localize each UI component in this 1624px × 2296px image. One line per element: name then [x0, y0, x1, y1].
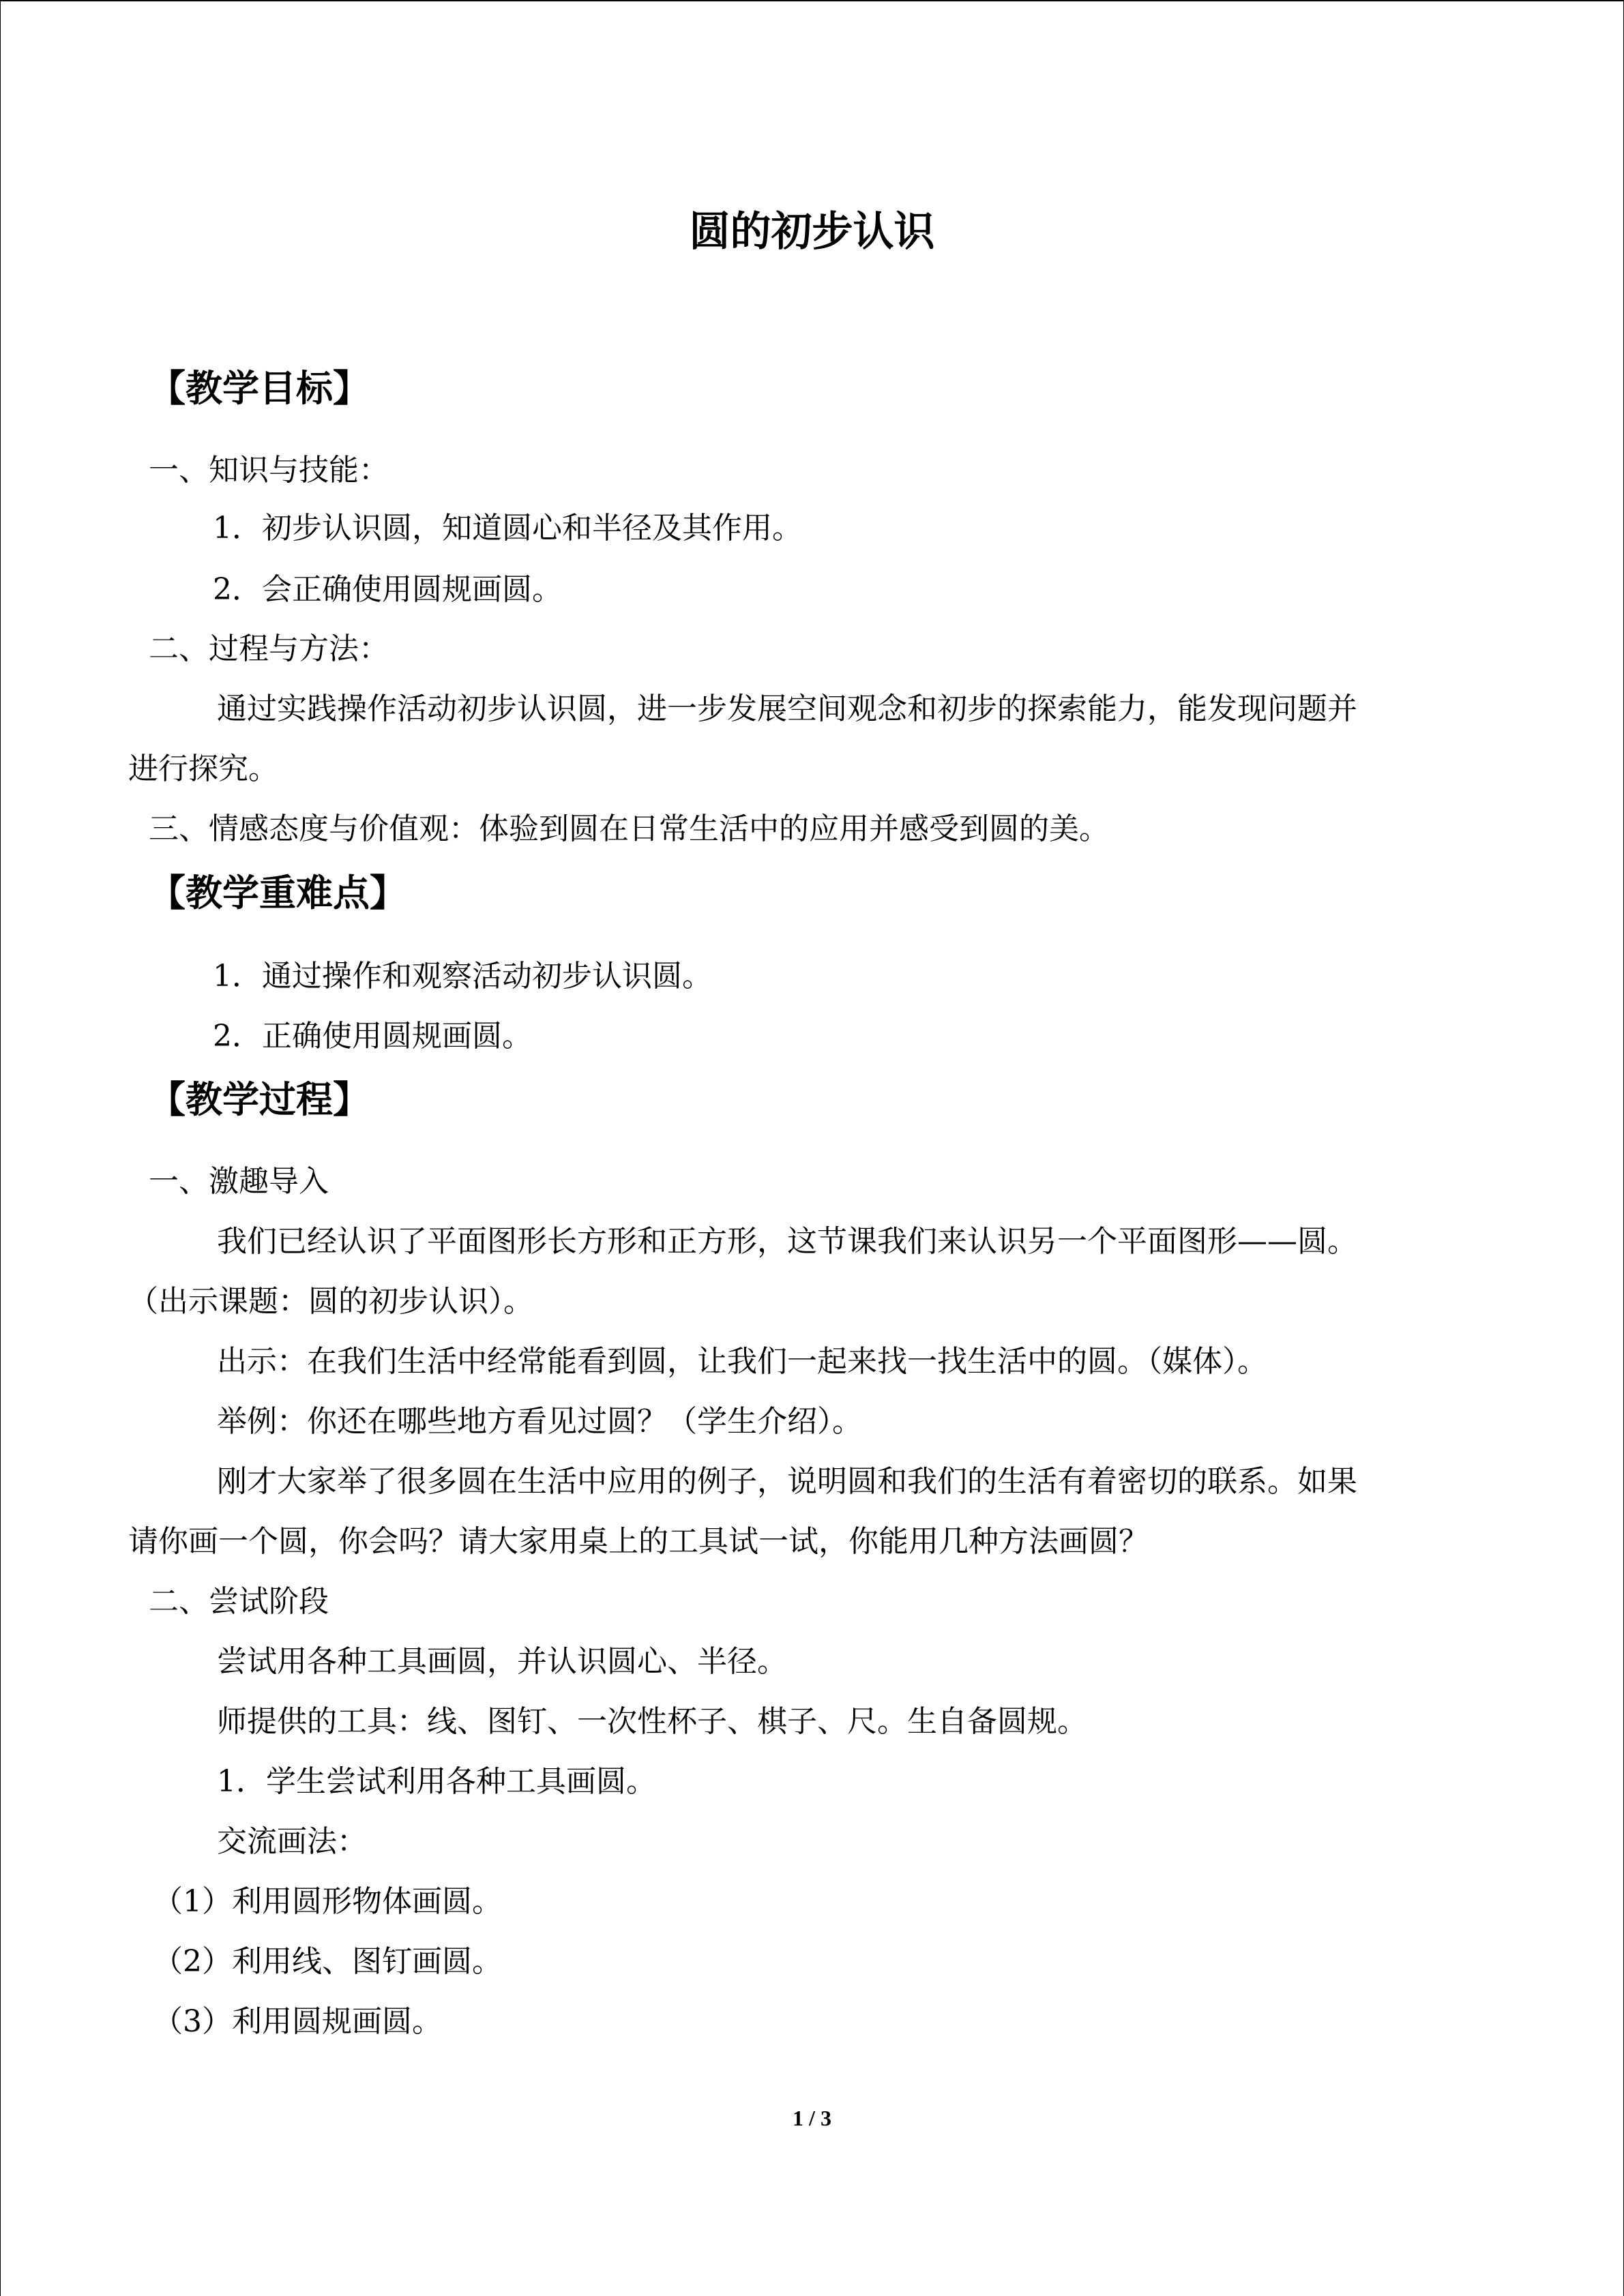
part2-line4: 交流画法：: [217, 1824, 367, 1859]
part2-line3: 1．学生尝试利用各种工具画圆。: [217, 1764, 656, 1799]
key-points-heading: 【教学重难点】: [149, 871, 407, 914]
part1-line2: （出示课题：圆的初步认识）。: [128, 1284, 533, 1319]
part2-title: 二、尝试阶段: [149, 1584, 329, 1619]
part1-line5: 刚才大家举了很多圆在生活中应用的例子，说明圆和我们的生活有着密切的联系。如果: [217, 1464, 1357, 1499]
knowledge-title: 一、知识与技能：: [149, 453, 389, 488]
knowledge-item-1: 1．初步认识圆，知道圆心和半径及其作用。: [213, 511, 802, 546]
part1-line6: 请你画一个圆，你会吗？请大家用桌上的工具试一试，你能用几种方法画圆？: [128, 1524, 1149, 1559]
teaching-process-heading: 【教学过程】: [149, 1077, 370, 1121]
key-point-1: 1．通过操作和观察活动初步认识圆。: [213, 959, 712, 994]
part2-line1: 尝试用各种工具画圆，并认识圆心、半径。: [217, 1644, 787, 1679]
part1-line3: 出示：在我们生活中经常能看到圆，让我们一起来找一找生活中的圆。（媒体）。: [217, 1344, 1267, 1379]
part1-title: 一、激趣导入: [149, 1164, 329, 1199]
process-method-title: 二、过程与方法：: [149, 631, 389, 666]
method-1: （1）利用圆形物体画圆。: [153, 1884, 502, 1919]
key-point-2: 2．正确使用圆规画圆。: [213, 1019, 532, 1054]
emotion-values-text: 三、情感态度与价值观：体验到圆在日常生活中的应用并感受到圆的美。: [149, 811, 1109, 846]
process-method-text-line2: 进行探究。: [128, 751, 278, 786]
part2-line2: 师提供的工具：线、图钉、一次性杯子、棋子、尺。生自备圆规。: [217, 1704, 1087, 1739]
objectives-heading: 【教学目标】: [149, 366, 370, 410]
part1-line4: 举例：你还在哪些地方看见过圆？（学生介绍）。: [217, 1404, 862, 1439]
method-3: （3）利用圆规画圆。: [153, 2004, 442, 2039]
knowledge-item-2: 2．会正确使用圆规画圆。: [213, 572, 562, 607]
page-number: 1 / 3: [793, 2106, 831, 2130]
process-method-text-line1: 通过实践操作活动初步认识圆，进一步发展空间观念和初步的探索能力，能发现问题并: [217, 691, 1357, 726]
method-2: （2）利用线、图钉画圆。: [153, 1944, 502, 1979]
part1-line1: 我们已经认识了平面图形长方形和正方形，这节课我们来认识另一个平面图形——圆。: [217, 1224, 1357, 1259]
document-title: 圆的初步认识: [689, 208, 935, 256]
